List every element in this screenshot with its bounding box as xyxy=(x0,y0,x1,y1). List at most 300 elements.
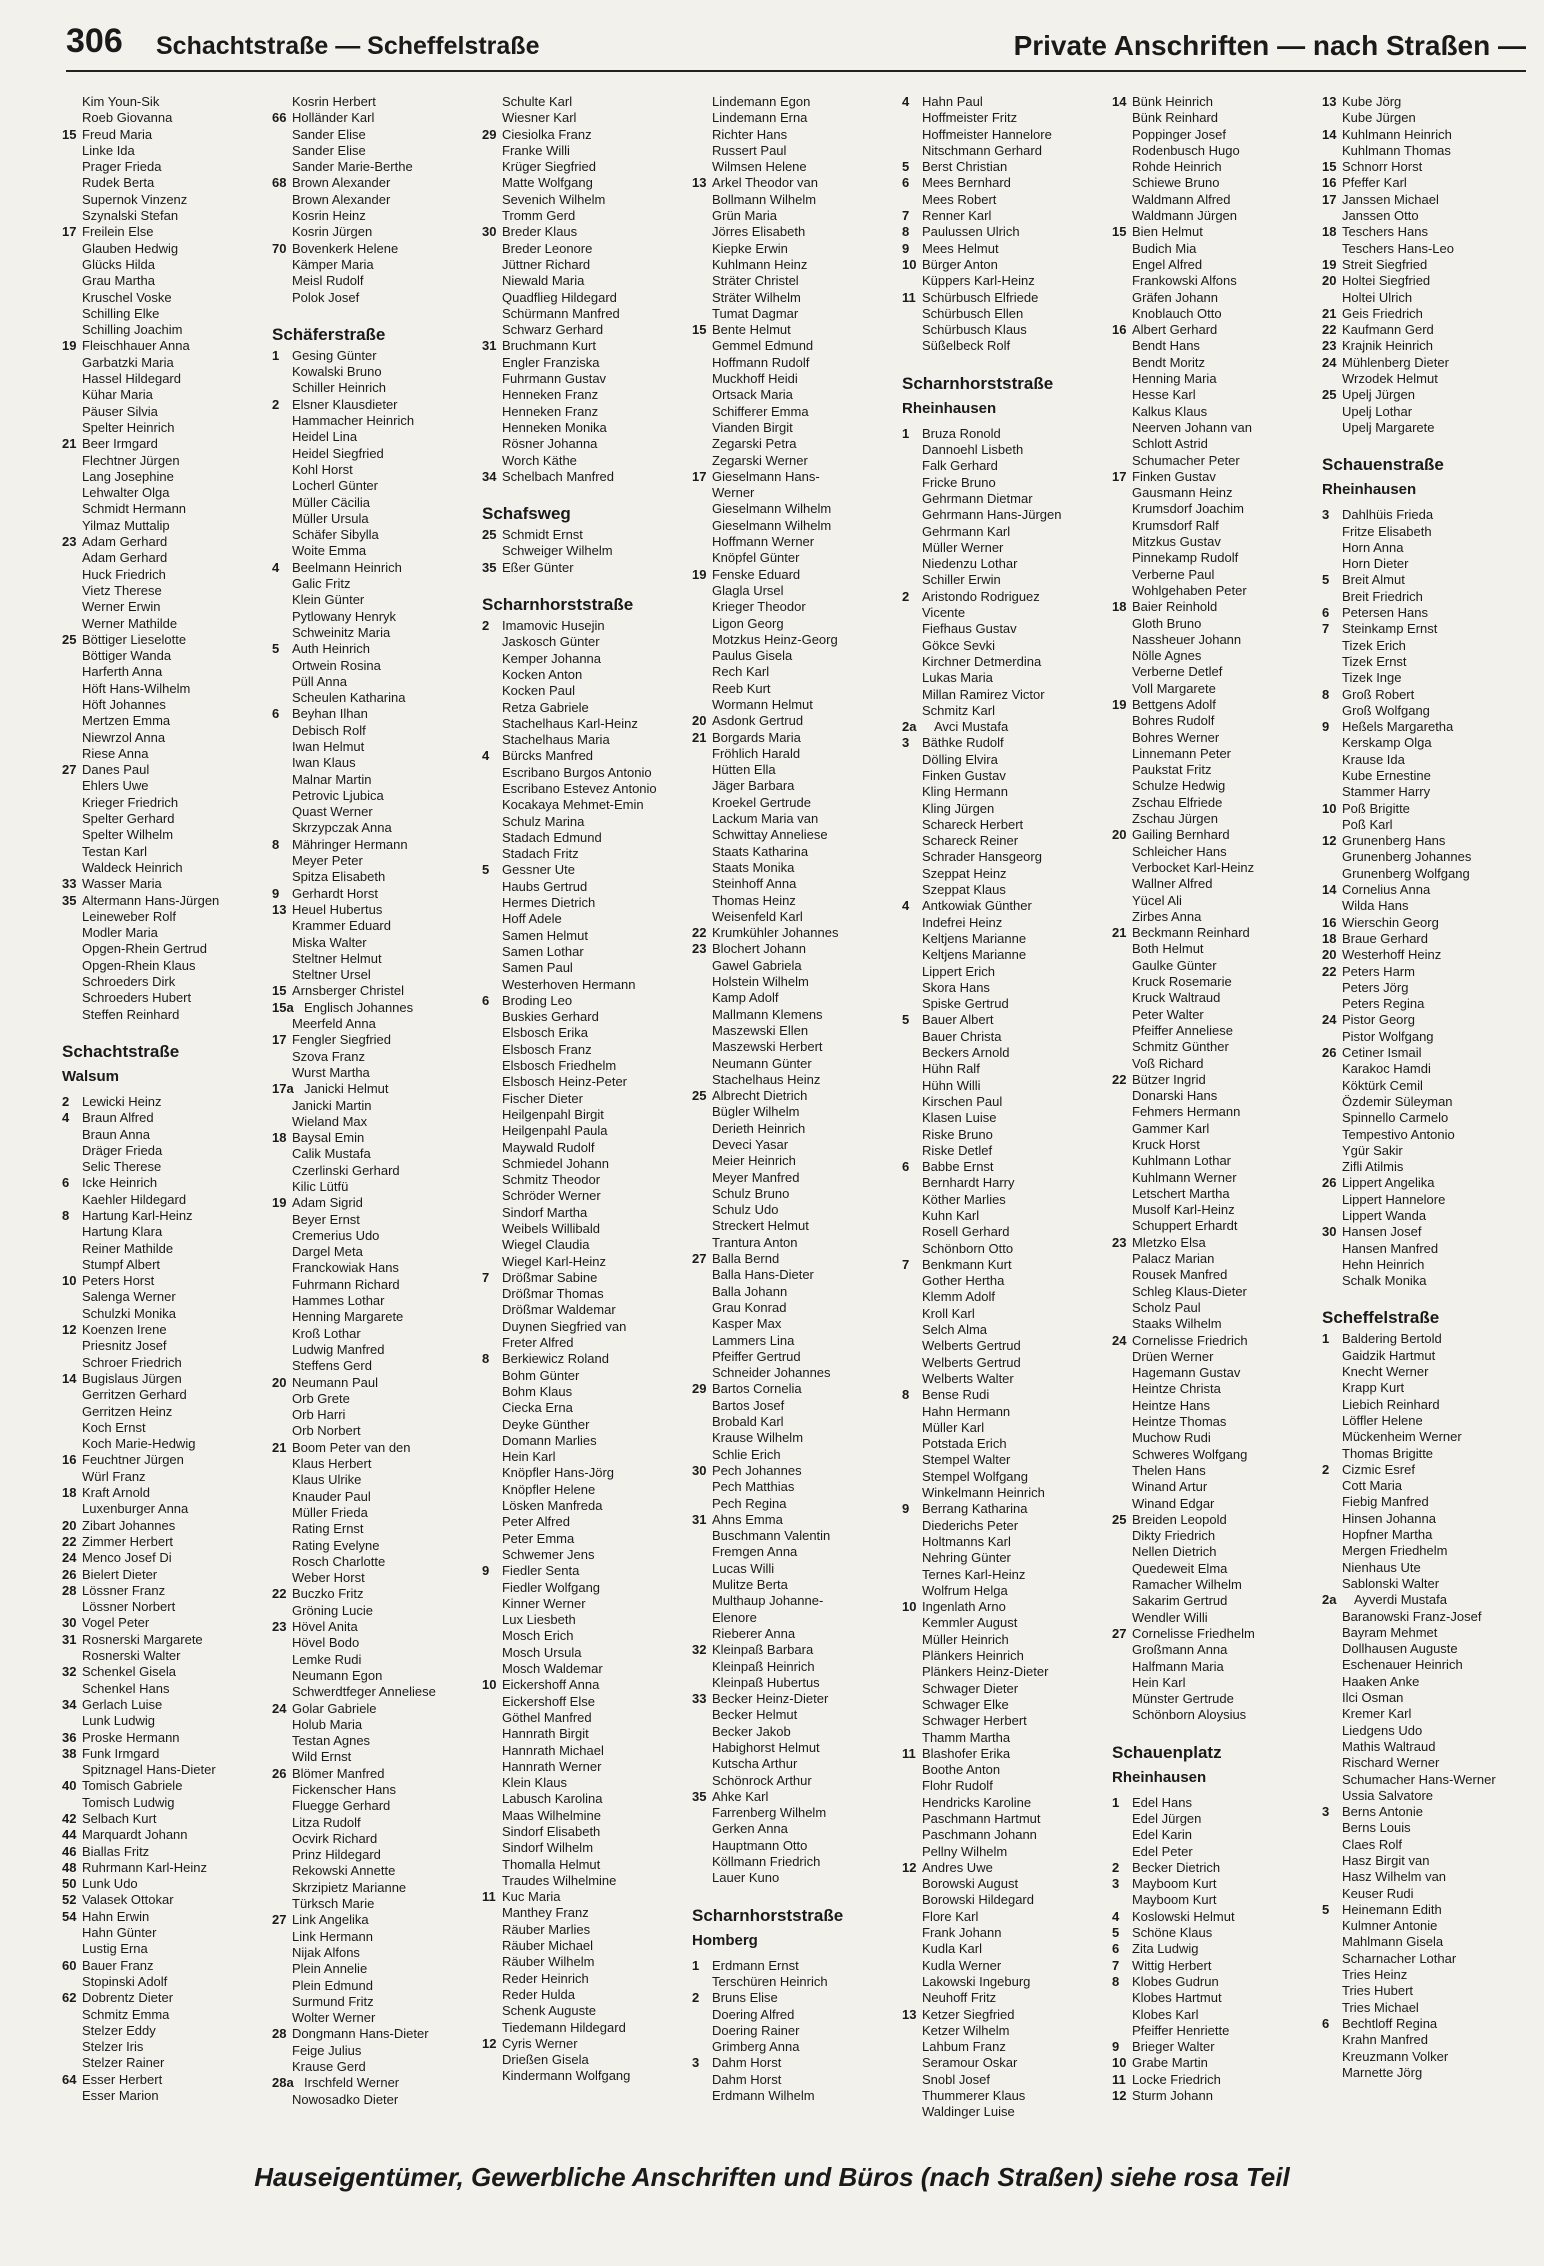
house-number: 15a xyxy=(272,999,294,1015)
directory-entry xyxy=(692,1284,902,1300)
directory-entry xyxy=(272,1456,482,1472)
resident-name: Heinemann Edith xyxy=(1342,1901,1442,1917)
resident-name: Gieselmann Wilhelm xyxy=(712,501,832,517)
directory-entry xyxy=(482,1661,692,1677)
resident-name: Lahbum Franz xyxy=(922,2039,1006,2055)
resident-name: Lakowski Ingeburg xyxy=(922,1973,1031,1989)
directory-entry xyxy=(272,1212,482,1228)
resident-name: Brown Alexander xyxy=(292,175,391,191)
directory-entry xyxy=(62,453,272,469)
resident-name: Schenk Auguste xyxy=(502,2003,596,2019)
directory-entry xyxy=(62,2088,272,2104)
directory-entry xyxy=(1112,1300,1322,1316)
resident-name: Henning Margarete xyxy=(292,1309,404,1325)
directory-entry xyxy=(1322,1657,1532,1673)
directory-entry xyxy=(482,355,692,371)
resident-name: Breder Leonore xyxy=(502,240,593,256)
directory-entry xyxy=(1112,224,1322,240)
directory-entry xyxy=(1322,1078,1532,1094)
resident-name: Ruhrmann Karl-Heinz xyxy=(82,1859,207,1875)
resident-name: Kuhn Karl xyxy=(922,1208,980,1223)
house-number: 11 xyxy=(902,1745,916,1761)
directory-entry xyxy=(902,2072,1112,2088)
resident-name: Drößmar Thomas xyxy=(502,1286,604,1302)
directory-entry xyxy=(692,1235,902,1251)
resident-name: Schmitz Theodor xyxy=(502,1172,601,1188)
directory-entry xyxy=(902,833,1112,849)
directory-entry xyxy=(692,1789,902,1805)
directory-entry xyxy=(62,387,272,403)
resident-name: Both Helmut xyxy=(1132,941,1204,957)
resident-name: Schmitz Emma xyxy=(82,2006,170,2022)
house-number: 25 xyxy=(692,1088,707,1104)
directory-entry xyxy=(62,958,272,974)
resident-name: Golar Gabriele xyxy=(292,1700,377,1716)
resident-name: Nellen Dietrich xyxy=(1132,1544,1217,1560)
directory-entry xyxy=(272,1358,482,1374)
directory-entry xyxy=(1112,1333,1322,1349)
directory-entry xyxy=(692,1805,902,1821)
directory-entry xyxy=(62,1811,272,1827)
resident-name: Ketzer Siegfried xyxy=(922,2006,1015,2022)
resident-name: Litza Rudolf xyxy=(292,1814,361,1830)
resident-name: Englisch Johannes xyxy=(304,999,414,1015)
resident-name: Glagla Ursel xyxy=(712,582,784,598)
resident-name: Voll Margarete xyxy=(1132,680,1216,696)
resident-name: Edel Jürgen xyxy=(1132,1810,1202,1826)
directory-entry xyxy=(692,1007,902,1023)
directory-entry xyxy=(692,1854,902,1870)
directory-entry xyxy=(62,1322,272,1338)
resident-name: Szeppat Heinz xyxy=(922,865,1007,881)
resident-name: Wolfrum Helga xyxy=(922,1582,1008,1598)
resident-name: Türksch Marie xyxy=(292,1896,375,1912)
resident-name: Becker Dietrich xyxy=(1132,1859,1221,1875)
directory-entry xyxy=(692,990,902,1006)
directory-entry xyxy=(62,420,272,436)
directory-entry xyxy=(62,1273,272,1289)
directory-entry xyxy=(692,338,902,354)
resident-name: Hagemann Gustav xyxy=(1132,1365,1241,1381)
resident-name: Dargel Meta xyxy=(292,1244,363,1260)
directory-entry xyxy=(902,524,1112,540)
directory-entry xyxy=(1112,648,1322,664)
house-number: 4 xyxy=(902,898,910,914)
directory-entry xyxy=(272,2026,482,2042)
directory-entry xyxy=(482,322,692,338)
directory-entry xyxy=(692,387,902,403)
resident-name: Nienhaus Ute xyxy=(1342,1559,1421,1575)
directory-entry xyxy=(1322,654,1532,670)
house-number: 9 xyxy=(902,240,910,256)
resident-name: Knöpfler Hans-Jörg xyxy=(502,1465,614,1481)
house-number: 3 xyxy=(692,2055,700,2071)
house-number: 3 xyxy=(1112,1876,1120,1892)
directory-entry xyxy=(692,127,902,143)
resident-name: Breder Klaus xyxy=(502,224,578,240)
house-number: 6 xyxy=(482,992,490,1008)
directory-entry xyxy=(692,1349,902,1365)
resident-name: Hauptmann Otto xyxy=(712,1837,808,1853)
house-number: 52 xyxy=(62,1892,77,1908)
resident-name: Welberts Walter xyxy=(922,1370,1014,1386)
resident-name: Fremgen Anna xyxy=(712,1544,798,1560)
directory-entry xyxy=(1112,208,1322,224)
directory-entry xyxy=(1322,355,1532,371)
resident-name: Borowski August xyxy=(922,1876,1019,1892)
house-number: 1 xyxy=(1112,1794,1120,1810)
resident-name: Schulzki Monika xyxy=(82,1305,176,1321)
directory-entry xyxy=(272,625,482,641)
directory-entry xyxy=(1112,1414,1322,1430)
resident-name: Lössner Norbert xyxy=(82,1599,176,1615)
directory-entry xyxy=(482,1628,692,1644)
resident-name: Halfmann Maria xyxy=(1132,1658,1224,1674)
resident-name: Zschau Elfriede xyxy=(1132,794,1223,810)
directory-entry xyxy=(272,257,482,273)
resident-name: Zschau Jürgen xyxy=(1132,811,1218,827)
directory-entry xyxy=(272,1098,482,1114)
directory-entry xyxy=(62,811,272,827)
directory-entry xyxy=(902,2007,1112,2023)
directory-entry xyxy=(482,1188,692,1204)
directory-entry xyxy=(272,1407,482,1423)
house-number: 9 xyxy=(902,1501,910,1517)
resident-name: Waldinger Luise xyxy=(922,2104,1015,2120)
resident-name: Kruck Horst xyxy=(1132,1137,1200,1152)
directory-entry xyxy=(62,1224,272,1240)
resident-name: Schweinitz Maria xyxy=(292,624,391,640)
resident-name: Lippert Wanda xyxy=(1342,1208,1427,1223)
resident-name: Tomisch Ludwig xyxy=(82,1794,175,1810)
column-1 xyxy=(62,94,272,2140)
directory-entry xyxy=(902,1583,1112,1599)
directory-entry xyxy=(62,1876,272,1892)
resident-name: Waldmann Alfred xyxy=(1132,191,1231,207)
directory-entry xyxy=(482,1074,692,1090)
resident-name: Pech Matthias xyxy=(712,1479,795,1495)
house-number: 2a xyxy=(1322,1592,1337,1608)
directory-entry xyxy=(692,860,902,876)
resident-name: Horn Anna xyxy=(1342,539,1404,555)
resident-name: Janicki Martin xyxy=(292,1097,372,1113)
resident-name: Szova Franz xyxy=(292,1048,365,1064)
house-number: 20 xyxy=(272,1374,287,1390)
resident-name: Sander Marie-Berthe xyxy=(292,159,413,175)
resident-name: Imamovic Husejin xyxy=(502,618,605,634)
resident-name: Waldmann Jürgen xyxy=(1132,208,1238,224)
directory-entry xyxy=(692,175,902,191)
resident-name: Lauer Kuno xyxy=(712,1870,780,1886)
directory-entry xyxy=(272,1000,482,1016)
resident-name: Arnsberger Christel xyxy=(292,983,404,999)
directory-entry xyxy=(482,469,692,485)
resident-name: Prager Frieda xyxy=(82,159,162,175)
resident-name: Buschmann Valentin xyxy=(712,1528,831,1544)
resident-name: Klasen Luise xyxy=(922,1110,997,1126)
resident-name: Cizmic Esref xyxy=(1342,1461,1415,1477)
resident-name: Mees Bernhard xyxy=(922,175,1011,191)
house-number: 64 xyxy=(62,2071,77,2087)
directory-entry xyxy=(62,192,272,208)
resident-name: Bruza Ronold xyxy=(922,425,1001,441)
resident-name: Fiefhaus Gustav xyxy=(922,621,1017,637)
resident-name: Rieberer Anna xyxy=(712,1625,796,1641)
directory-entry xyxy=(62,2007,272,2023)
directory-entry xyxy=(482,960,692,976)
resident-name: Breit Almut xyxy=(1342,572,1405,588)
directory-entry xyxy=(482,928,692,944)
directory-entry xyxy=(62,1632,272,1648)
directory-entry xyxy=(902,110,1112,126)
directory-entry xyxy=(1322,556,1532,572)
directory-entry xyxy=(272,1472,482,1488)
resident-name: Kosrin Heinz xyxy=(292,208,366,224)
house-number: 5 xyxy=(1322,1901,1330,1917)
resident-name: Hassel Hildegard xyxy=(82,371,181,387)
directory-entry xyxy=(1322,1094,1532,1110)
resident-name: Welberts Gertrud xyxy=(922,1354,1021,1370)
directory-entry xyxy=(272,290,482,306)
resident-name: Testan Agnes xyxy=(292,1733,371,1749)
directory-entry xyxy=(272,1570,482,1586)
directory-entry xyxy=(902,947,1112,963)
directory-entry xyxy=(1322,752,1532,768)
directory-entry xyxy=(1322,1739,1532,1755)
resident-name: Werner Erwin xyxy=(82,599,161,615)
resident-name: Hartung Klara xyxy=(82,1224,163,1240)
resident-name: Esser Herbert xyxy=(82,2071,163,2087)
directory-entry xyxy=(692,94,902,110)
resident-name: Braue Gerhard xyxy=(1342,930,1428,946)
resident-name: Steltner Ursel xyxy=(292,967,371,983)
directory-entry xyxy=(1112,241,1322,257)
directory-entry xyxy=(62,583,272,599)
directory-entry xyxy=(692,827,902,843)
resident-name: Ilci Osman xyxy=(1342,1690,1404,1706)
directory-entry xyxy=(62,1143,272,1159)
resident-name: Letschert Martha xyxy=(1132,1185,1230,1201)
directory-entry xyxy=(692,1773,902,1789)
resident-name: Räuber Michael xyxy=(502,1938,594,1954)
directory-entry xyxy=(902,540,1112,556)
directory-entry xyxy=(902,1518,1112,1534)
directory-entry xyxy=(1112,1876,1322,1892)
resident-name: Poß Karl xyxy=(1342,816,1393,832)
directory-entry xyxy=(1112,1827,1322,1843)
directory-entry xyxy=(482,895,692,911)
resident-name: Peter Emma xyxy=(502,1530,575,1546)
resident-name: Prinz Hildegard xyxy=(292,1847,381,1863)
directory-entry xyxy=(692,1974,902,1990)
directory-entry xyxy=(1322,1429,1532,1445)
resident-name: Peters Harm xyxy=(1342,963,1415,979)
resident-name: Beelmann Heinrich xyxy=(292,559,402,575)
directory-entry xyxy=(1322,1853,1532,1869)
directory-entry xyxy=(482,1857,692,1873)
resident-name: Palacz Marian xyxy=(1132,1251,1215,1267)
directory-entry xyxy=(692,436,902,452)
directory-entry xyxy=(482,290,692,306)
resident-name: Lustig Erna xyxy=(82,1941,148,1957)
directory-entry xyxy=(482,846,692,862)
resident-name: Ciesiolka Franz xyxy=(502,126,592,142)
directory-entry xyxy=(272,1309,482,1325)
house-number: 29 xyxy=(692,1381,707,1397)
resident-name: Lindemann Erna xyxy=(712,110,808,126)
directory-entry xyxy=(1322,1869,1532,1885)
house-number: 13 xyxy=(692,175,707,191)
house-number: 1 xyxy=(902,425,910,441)
house-number: 10 xyxy=(1322,800,1337,816)
resident-name: Kuhlmann Thomas xyxy=(1342,142,1451,158)
resident-name: Kroß Lothar xyxy=(292,1325,361,1341)
resident-name: Kim Youn-Sik xyxy=(82,94,160,109)
directory-entry xyxy=(62,257,272,273)
directory-entry xyxy=(902,784,1112,800)
directory-entry xyxy=(62,1827,272,1843)
resident-name: Stempel Wolfgang xyxy=(922,1468,1028,1484)
resident-name: Keltjens Marianne xyxy=(922,947,1027,963)
resident-name: Verberne Paul xyxy=(1132,566,1215,582)
resident-name: Knoblauch Otto xyxy=(1132,305,1222,321)
directory-entry xyxy=(62,1925,272,1941)
directory-entry xyxy=(272,364,482,380)
directory-entry xyxy=(272,478,482,494)
resident-name: Thomas Brigitte xyxy=(1342,1445,1434,1461)
resident-name: Fiedler Senta xyxy=(502,1563,580,1579)
resident-name: Edel Peter xyxy=(1132,1843,1193,1859)
directory-entry xyxy=(902,1012,1112,1028)
directory-entry xyxy=(902,175,1112,191)
resident-name: Hansen Josef xyxy=(1342,1224,1422,1240)
house-number: 20 xyxy=(1322,273,1337,289)
resident-name: Diederichs Peter xyxy=(922,1517,1019,1533)
resident-name: Schürmann Manfred xyxy=(502,305,620,321)
house-number: 27 xyxy=(272,1912,287,1928)
resident-name: Sakarim Gertrud xyxy=(1132,1593,1228,1609)
resident-name: Bien Helmut xyxy=(1132,224,1203,240)
resident-name: Wild Ernst xyxy=(292,1749,352,1765)
directory-entry xyxy=(902,143,1112,159)
column-3 xyxy=(482,94,692,2140)
resident-name: Schilling Joachim xyxy=(82,322,183,338)
directory-entry xyxy=(902,1876,1112,1892)
resident-name: Kalkus Klaus xyxy=(1132,403,1208,419)
resident-name: Kube Jörg xyxy=(1342,94,1402,109)
resident-name: Mees Helmut xyxy=(922,240,999,256)
resident-name: Kemmler August xyxy=(922,1615,1018,1631)
directory-entry xyxy=(272,592,482,608)
house-number: 17 xyxy=(1112,468,1127,484)
resident-name: Kruck Rosemarie xyxy=(1132,974,1232,990)
directory-entry xyxy=(272,380,482,396)
directory-entry xyxy=(692,1447,902,1463)
directory-entry xyxy=(902,1110,1112,1126)
street-heading: Scharnhorststraße xyxy=(692,1905,844,1925)
resident-name: Locherl Günter xyxy=(292,478,378,494)
resident-name: Kudla Karl xyxy=(922,1941,982,1957)
directory-entry xyxy=(62,1257,272,1273)
resident-name: Zegarski Werner xyxy=(712,452,808,468)
resident-name: Balla Bernd xyxy=(712,1251,780,1267)
house-number: 46 xyxy=(62,1843,77,1859)
directory-entry xyxy=(62,1192,272,1208)
directory-entry xyxy=(692,583,902,599)
directory-entry xyxy=(1112,469,1322,485)
directory-entry xyxy=(482,1368,692,1384)
resident-name: Trantura Anton xyxy=(712,1234,798,1250)
resident-name: Stachelhaus Karl-Heinz xyxy=(502,715,638,731)
directory-entry xyxy=(1112,616,1322,632)
directory-entry xyxy=(1112,762,1322,778)
directory-entry xyxy=(272,1994,482,2010)
resident-name: Orb Grete xyxy=(292,1390,350,1406)
directory-entry xyxy=(482,2003,692,2019)
house-number: 21 xyxy=(62,436,77,452)
directory-entry xyxy=(692,1300,902,1316)
directory-entry xyxy=(1112,567,1322,583)
resident-name: Henneken Franz xyxy=(502,403,599,419)
resident-name: Bauer Franz xyxy=(82,1957,154,1973)
resident-name: Kraft Arnold xyxy=(82,1485,150,1501)
house-number: 4 xyxy=(902,94,910,109)
directory-entry xyxy=(62,371,272,387)
resident-name: Donarski Hans xyxy=(1132,1088,1218,1104)
directory-entry xyxy=(482,543,692,559)
resident-name: Kocakaya Mehmet-Emin xyxy=(502,797,644,813)
resident-name: Bauer Christa xyxy=(922,1028,1002,1044)
resident-name: Kuhlmann Lothar xyxy=(1132,1153,1232,1169)
directory-entry xyxy=(692,241,902,257)
resident-name: Schöne Klaus xyxy=(1132,1925,1213,1941)
directory-entry xyxy=(1322,621,1532,637)
resident-name: Gawel Gabriela xyxy=(712,957,802,973)
resident-name: Bente Helmut xyxy=(712,322,791,338)
directory-entry xyxy=(62,175,272,191)
resident-name: Vietz Therese xyxy=(82,582,162,598)
resident-name: Pech Johannes xyxy=(712,1462,802,1478)
resident-name: Kerskamp Olga xyxy=(1342,735,1432,751)
directory-entry xyxy=(272,1961,482,1977)
directory-entry xyxy=(482,1694,692,1710)
resident-name: Lammers Lina xyxy=(712,1332,795,1348)
resident-name: Engel Alfred xyxy=(1132,256,1203,272)
resident-name: Orb Harri xyxy=(292,1407,346,1423)
house-number: 1 xyxy=(692,1957,700,1973)
house-number: 48 xyxy=(62,1859,77,1875)
resident-name: Gehrmann Karl xyxy=(922,523,1011,539)
resident-name: Küppers Karl-Heinz xyxy=(922,273,1035,289)
resident-name: Fischer Dieter xyxy=(502,1090,583,1106)
resident-name: Samen Paul xyxy=(502,960,573,976)
resident-name: Adam Gerhard xyxy=(82,550,168,566)
directory-entry xyxy=(1322,2065,1532,2081)
directory-entry xyxy=(1322,1706,1532,1722)
directory-entry xyxy=(692,355,902,371)
directory-entry xyxy=(1112,1267,1322,1283)
resident-name: Galic Fritz xyxy=(292,576,351,592)
directory-entry xyxy=(1112,1447,1322,1463)
resident-name: Neumann Paul xyxy=(292,1374,378,1390)
directory-entry xyxy=(482,143,692,159)
resident-name: Maszewski Herbert xyxy=(712,1039,823,1055)
directory-entry xyxy=(902,1322,1112,1338)
house-number: 25 xyxy=(62,631,77,647)
resident-name: Schleg Klaus-Dieter xyxy=(1132,1283,1247,1299)
resident-name: Mallmann Klemens xyxy=(712,1006,823,1022)
directory-entry xyxy=(1322,175,1532,191)
